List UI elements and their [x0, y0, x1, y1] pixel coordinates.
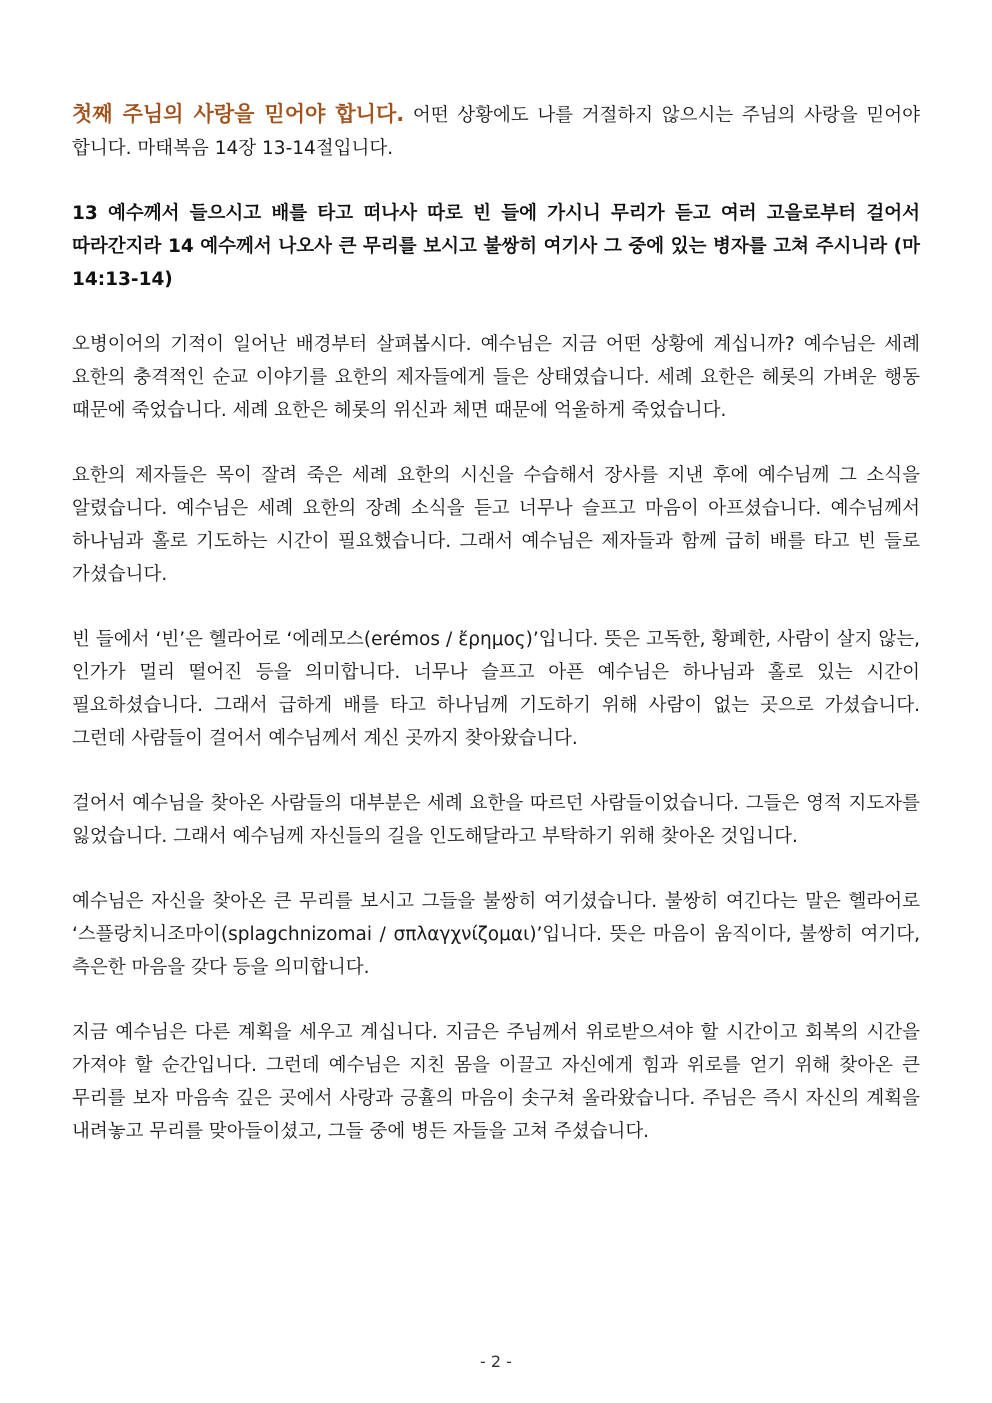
body-paragraph-1: 오병이어의 기적이 일어난 배경부터 살펴봅시다. 예수님은 지금 어떤 상황에 계십니까? 예수님은 세례 요한의 충격적인 순교 이야기를 요한의 제자들에게 들은 상태였습니다. 세례 요한은 헤롯의 가벼운 행동 때문에 죽었습니다. 세례 요한은 헤롯의 위신과 체면 때문에 억울하게 죽었습니다.: [72, 334, 920, 421]
body-paragraph-4: 걸어서 예수님을 찾아온 사람들의 대부분은 세례 요한을 따르던 사람들이었습니다. 그들은 영적 지도자를 잃었습니다. 그래서 예수님께 자신들의 길을 인도해달라고 부탁하기 위해 찾아온 것입니다.: [72, 793, 920, 847]
body-paragraph-3: 빈 들에서 ‘빈’은 헬라어로 ‘에레모스(erémos / ἔρημος)’입니다. 뜻은 고독한, 황폐한, 사람이 살지 않는, 인가가 멀리 떨어진 등을 의미합니다. 너무나 슬프고 아픈 예수님은 하나님과 홀로 있는 시간이 필요하셨습니다. 그래서 급하게 배를 타고 하나님께 기도하기 위해 사람이 없는 곳으로 가셨습니다. 그런데 사람들이 걸어서 예수님께서 계신 곳까지 찾아왔습니다.: [72, 629, 920, 749]
section-heading: 첫째 주님의 사랑을 믿어야 합니다.: [72, 102, 405, 126]
scripture-verse: 13 예수께서 들으시고 배를 타고 떠나사 따로 빈 들에 가시니 무리가 듣고 여러 고을로부터 걸어서 따라간지라 14 예수께서 나오사 큰 무리를 보시고 불쌍히 여기사 그 중에 있는 병자를 고쳐 주시니라 (마 14:13-14): [72, 203, 921, 290]
intro-text: 어떤 상황에도 나를 거절하지 않으시는 주님의 사랑을 믿어야 합니다. 마태복음 14장 13-14절입니다.: [72, 105, 920, 159]
intro-paragraph: [72, 98, 920, 165]
document-page: [72, 98, 920, 1180]
page-number: - 2 -: [480, 1352, 512, 1371]
body-paragraph-2: 요한의 제자들은 목이 잘려 죽은 세례 요한의 시신을 수습해서 장사를 지낸 후에 예수님께 그 소식을 알렸습니다. 예수님은 세례 요한의 장례 소식을 듣고 너무나 슬프고 마음이 아프셨습니다. 예수님께서 하나님과 홀로 기도하는 시간이 필요했습니다. 그래서 예수님은 제자들과 함께 급히 배를 타고 빈 들로 가셨습니다.: [72, 465, 920, 585]
body-paragraph-5: 예수님은 자신을 찾아온 큰 무리를 보시고 그들을 불쌍히 여기셨습니다. 불쌍히 여긴다는 말은 헬라어로 ‘스플랑치니조마이(splagchnizomai / σπλαγχνίζομαι)’입니다. 뜻은 마음이 움직이다, 불쌍히 여기다, 측은한 마음을 갖다 등을 의미합니다.: [72, 891, 920, 978]
body-paragraph-6: 지금 예수님은 다른 계획을 세우고 계십니다. 지금은 주님께서 위로받으셔야 할 시간이고 회복의 시간을 가져야 할 순간입니다. 그런데 예수님은 지친 몸을 이끌고 자신에게 힘과 위로를 얻기 위해 찾아온 큰 무리를 보자 마음속 깊은 곳에서 사랑과 긍휼의 마음이 솟구쳐 올라왔습니다. 주님은 즉시 자신의 계획을 내려놓고 무리를 맞아들이셨고, 그들 중에 병든 자들을 고쳐 주셨습니다.: [72, 1022, 920, 1142]
